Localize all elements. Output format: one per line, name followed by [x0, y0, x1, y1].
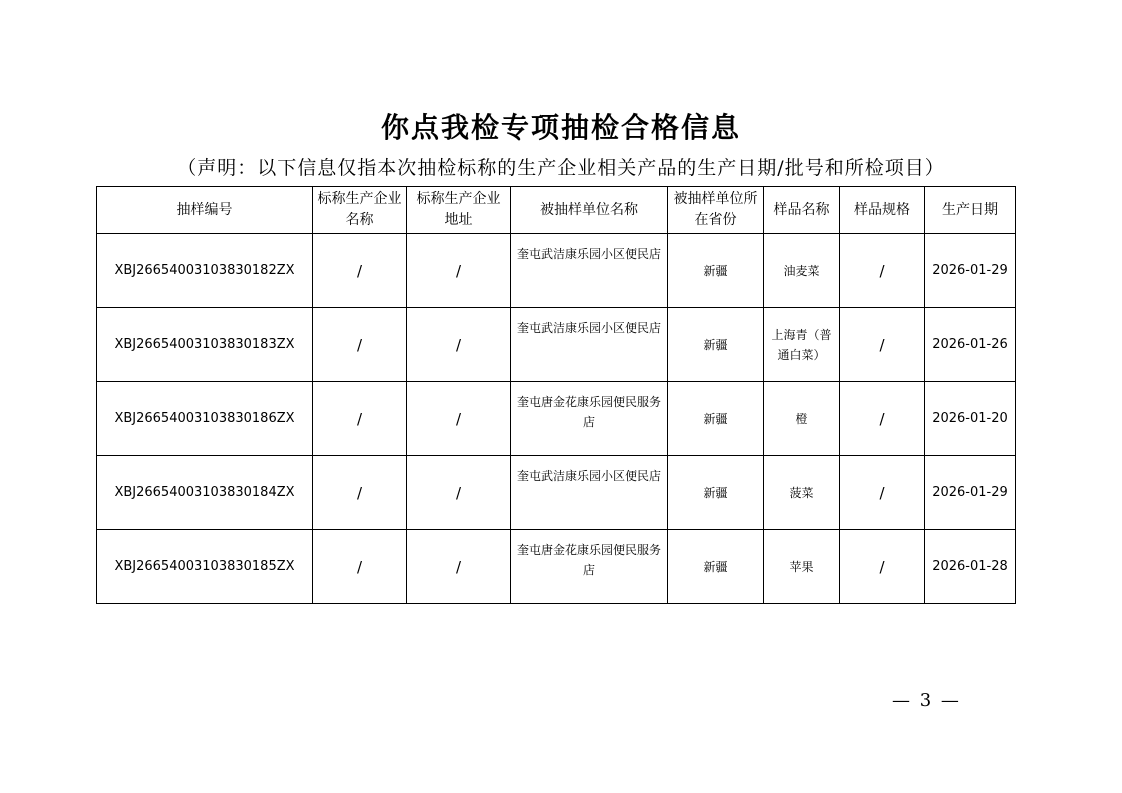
page-number: — 3 —: [892, 690, 961, 711]
sampled-unit-cell: 奎屯武洁康乐园小区便民店: [511, 234, 668, 308]
producer-address-cell: /: [407, 530, 511, 604]
header-producer-address: 标称生产企业地址: [407, 187, 511, 234]
sample-name-cell: 上海青（普通白菜）: [764, 308, 840, 382]
document-title: 你点我检专项抽检合格信息: [380, 111, 741, 144]
producer-address-cell: /: [407, 234, 511, 308]
header-sample-name: 样品名称: [764, 187, 840, 234]
sample-spec-cell: /: [840, 530, 925, 604]
province-cell: 新疆: [668, 456, 764, 530]
sample-code-cell: XBJ26654003103830186ZX: [97, 382, 313, 456]
producer-name-cell: /: [313, 456, 407, 530]
header-sample-code: 抽样编号: [97, 187, 313, 234]
inspection-table: [96, 186, 1016, 604]
province-cell: 新疆: [668, 382, 764, 456]
sample-code-cell: XBJ26654003103830185ZX: [97, 530, 313, 604]
table-row: [97, 530, 1016, 604]
header-producer-name: 标称生产企业名称: [313, 187, 407, 234]
header-production-date: 生产日期: [925, 187, 1016, 234]
sampled-unit-cell: 奎屯唐金花康乐园便民服务店: [511, 530, 668, 604]
sample-name-cell: 橙: [764, 382, 840, 456]
table-row: [97, 382, 1016, 456]
table-row: [97, 456, 1016, 530]
sampled-unit-cell: 奎屯唐金花康乐园便民服务店: [511, 382, 668, 456]
sample-spec-cell: /: [840, 234, 925, 308]
header-unit-province: 被抽样单位所在省份: [668, 187, 764, 234]
sample-spec-cell: /: [840, 308, 925, 382]
sample-code-cell: XBJ26654003103830182ZX: [97, 234, 313, 308]
producer-address-cell: /: [407, 456, 511, 530]
province-cell: 新疆: [668, 234, 764, 308]
header-sample-spec: 样品规格: [840, 187, 925, 234]
province-cell: 新疆: [668, 530, 764, 604]
production-date-cell: 2026-01-20: [925, 382, 1016, 456]
sample-spec-cell: /: [840, 382, 925, 456]
production-date-cell: 2026-01-28: [925, 530, 1016, 604]
table-header-row: [97, 187, 1016, 234]
sample-code-cell: XBJ26654003103830184ZX: [97, 456, 313, 530]
production-date-cell: 2026-01-29: [925, 456, 1016, 530]
producer-name-cell: /: [313, 234, 407, 308]
sample-name-cell: 菠菜: [764, 456, 840, 530]
producer-name-cell: /: [313, 308, 407, 382]
producer-address-cell: /: [407, 308, 511, 382]
sample-spec-cell: /: [840, 456, 925, 530]
production-date-cell: 2026-01-26: [925, 308, 1016, 382]
province-cell: 新疆: [668, 308, 764, 382]
table-row: [97, 234, 1016, 308]
header-sampled-unit: 被抽样单位名称: [511, 187, 668, 234]
production-date-cell: 2026-01-29: [925, 234, 1016, 308]
sample-name-cell: 油麦菜: [764, 234, 840, 308]
table-row: [97, 308, 1016, 382]
sample-code-cell: XBJ26654003103830183ZX: [97, 308, 313, 382]
producer-name-cell: /: [313, 530, 407, 604]
producer-address-cell: /: [407, 382, 511, 456]
document-subtitle: （声明：以下信息仅指本次抽检标称的生产企业相关产品的生产日期/批号和所检项目）: [177, 157, 945, 179]
sampled-unit-cell: 奎屯武洁康乐园小区便民店: [511, 456, 668, 530]
sample-name-cell: 苹果: [764, 530, 840, 604]
producer-name-cell: /: [313, 382, 407, 456]
sampled-unit-cell: 奎屯武洁康乐园小区便民店: [511, 308, 668, 382]
